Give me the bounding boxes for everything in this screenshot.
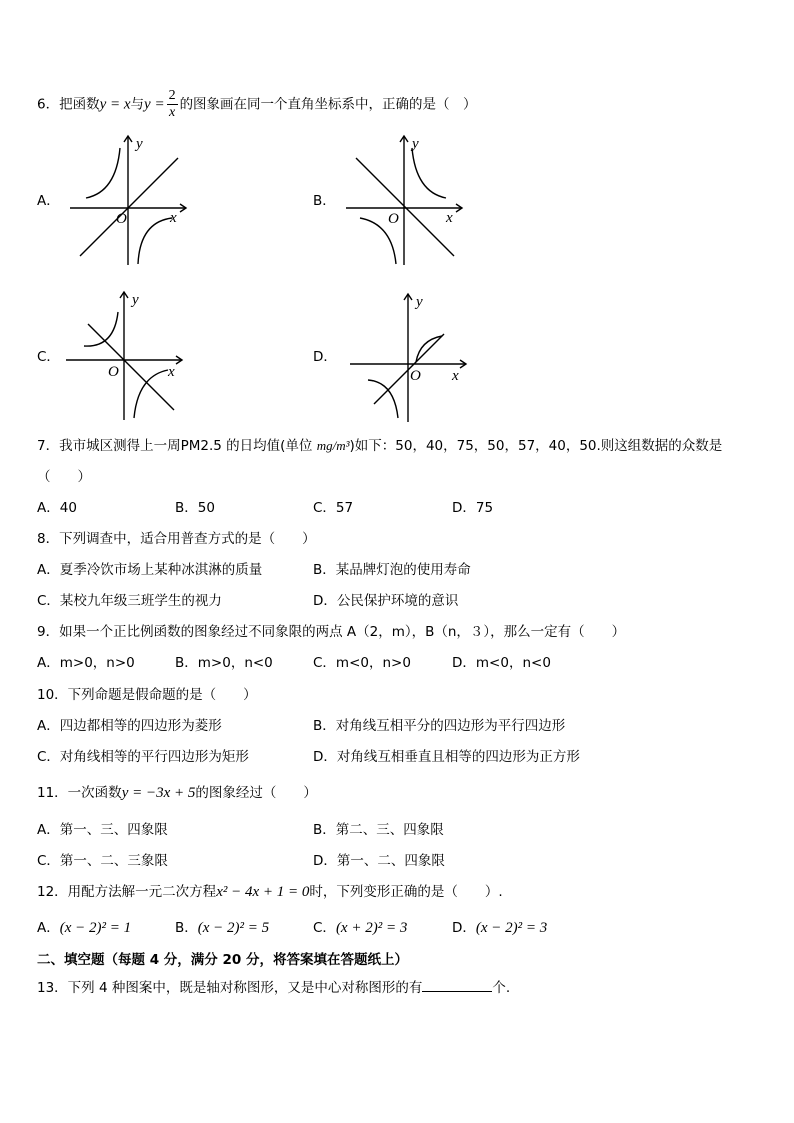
q10-option-b[interactable]: B．对角线互相平分的四边形为平行四边形 — [313, 718, 566, 734]
q7-option-d[interactable]: D．75 — [452, 500, 494, 516]
q6-mid: 与 — [130, 96, 145, 113]
q8-option-a[interactable]: A．夏季冷饮市场上某种冰淇淋的质量 — [37, 562, 263, 578]
q12-option-d-expr: (x − 2)² = 3 — [475, 920, 548, 936]
q7-option-a[interactable]: A．40 — [37, 500, 77, 516]
origin-label: O — [116, 211, 127, 227]
q9-option-b[interactable]: B．m>0，n<0 — [175, 655, 273, 671]
q6-func2-lhs: y = — [144, 96, 165, 113]
q11-text-post: 的图象经过（ ） — [195, 785, 317, 801]
q8-stem: 8．下列调查中，适合用普查方式的是（ ） — [37, 531, 316, 547]
q7-stem — [37, 437, 722, 455]
hyperbola-q3 — [368, 380, 398, 418]
q9-stem: 9．如果一个正比例函数的图象经过不同象限的两点 A（2，m），B（n，３），那么一定有（ ） — [37, 624, 626, 640]
q11-option-d[interactable]: D．第一、二、四象限 — [313, 853, 445, 869]
hyperbola-q4 — [134, 370, 168, 418]
q9-option-d[interactable]: D．m<0，n<0 — [452, 655, 551, 671]
q6-graph-a[interactable] — [66, 130, 196, 270]
origin-label: O — [410, 368, 421, 384]
line-decreasing — [356, 158, 454, 256]
hyperbola-q2 — [84, 312, 118, 346]
q9-option-a[interactable]: A．m>0，n>0 — [37, 655, 135, 671]
q7-option-b[interactable]: B．50 — [175, 500, 215, 516]
q11-option-a[interactable]: A．第一、三、四象限 — [37, 822, 168, 838]
y-label: y — [416, 294, 423, 310]
q8-option-c[interactable]: C．某校九年级三班学生的视力 — [37, 593, 222, 609]
q12-option-c-expr: (x + 2)² = 3 — [335, 920, 408, 936]
section-title-fill-in: 二、填空题（每题 4 分，满分 20 分，将答案填在答题纸上） — [37, 952, 408, 968]
q10-option-c[interactable]: C．对角线相等的平行四边形为矩形 — [37, 749, 249, 765]
q6-fraction-num: 2 — [168, 88, 176, 103]
line-y-eq-x — [80, 158, 178, 256]
q6-option-a-label[interactable]: A． — [37, 193, 60, 209]
x-label: x — [168, 364, 175, 380]
q12-option-d[interactable] — [452, 919, 547, 937]
q11-option-b[interactable]: B．第二、三、四象限 — [313, 822, 444, 838]
origin-label: O — [388, 211, 399, 227]
q6-pre: 把函数 — [59, 96, 100, 113]
q8-option-d[interactable]: D．公民保护环境的意识 — [313, 593, 459, 609]
q12-text-pre: 12．用配方法解一元二次方程 — [37, 884, 217, 900]
q13-text-post: 个. — [492, 980, 511, 996]
q12-option-a[interactable] — [37, 919, 131, 937]
q7-option-c[interactable]: C．57 — [313, 500, 354, 516]
q6-fraction-den: x — [168, 105, 176, 120]
q7-unit: mg/m³ — [316, 438, 350, 453]
q11-option-c[interactable]: C．第一、二、三象限 — [37, 853, 168, 869]
q7-text-pre: 7．我市城区测得上一周PM2.5 的日均值(单位 — [37, 438, 317, 454]
q12-formula: x² − 4x + 1 = 0 — [216, 884, 310, 900]
y-label: y — [132, 292, 139, 308]
q11-text-pre: 11．一次函数 — [37, 785, 122, 801]
q7-text-post: )如下：50，40，75，50，57，40，50.则这组数据的众数是 — [349, 438, 723, 454]
q6-option-d-label[interactable]: D． — [313, 349, 337, 365]
q6-fraction — [167, 88, 178, 121]
x-label: x — [446, 210, 453, 226]
q6-stem — [37, 88, 477, 121]
y-label: y — [136, 136, 143, 152]
line-decreasing — [88, 324, 174, 410]
origin-label: O — [108, 364, 119, 380]
q6-number: 6． — [37, 96, 60, 113]
q8-option-b[interactable]: B．某品牌灯泡的使用寿命 — [313, 562, 471, 578]
q6-option-b-label[interactable]: B． — [313, 193, 336, 209]
q12-option-c-label: C． — [313, 920, 336, 936]
q13-answer-blank[interactable] — [422, 977, 492, 992]
q10-stem: 10．下列命题是假命题的是（ ） — [37, 687, 257, 703]
q6-graph-d[interactable] — [346, 288, 476, 428]
y-label: y — [412, 136, 419, 152]
hyperbola-q2 — [86, 148, 120, 198]
q12-option-d-label: D． — [452, 920, 476, 936]
q9-option-c[interactable]: C．m<0，n>0 — [313, 655, 411, 671]
q13-text-pre: 13．下列 4 种图案中，既是轴对称图形，又是中心对称图形的有 — [37, 980, 423, 996]
q12-option-a-expr: (x − 2)² = 1 — [59, 920, 132, 936]
q12-option-b-label: B． — [175, 920, 198, 936]
q10-option-a[interactable]: A．四边都相等的四边形为菱形 — [37, 718, 222, 734]
q6-option-c-label[interactable]: C． — [37, 349, 60, 365]
x-label: x — [170, 210, 177, 226]
q12-text-post: 时，下列变形正确的是（ ）. — [309, 884, 503, 900]
hyperbola-q1 — [412, 148, 446, 198]
q12-stem — [37, 883, 503, 901]
q6-graph-b[interactable] — [342, 130, 472, 270]
q7-stem-line2: （ ） — [37, 469, 91, 485]
hyperbola-q4 — [138, 218, 172, 264]
q6-post: 的图象画在同一个直角坐标系中，正确的是（ ） — [179, 96, 477, 113]
q11-formula: y = −3x + 5 — [121, 785, 196, 801]
q6-graph-c[interactable] — [62, 288, 192, 428]
q11-stem — [37, 784, 317, 802]
x-label: x — [452, 368, 459, 384]
q10-option-d[interactable]: D．对角线互相垂直且相等的四边形为正方形 — [313, 749, 580, 765]
q12-option-b[interactable] — [175, 919, 269, 937]
q6-func1: y = x — [99, 96, 131, 113]
q12-option-c[interactable] — [313, 919, 407, 937]
q13-stem — [37, 977, 510, 997]
line-y-eq-x — [374, 334, 444, 404]
q12-option-b-expr: (x − 2)² = 5 — [197, 920, 270, 936]
q12-option-a-label: A． — [37, 920, 60, 936]
